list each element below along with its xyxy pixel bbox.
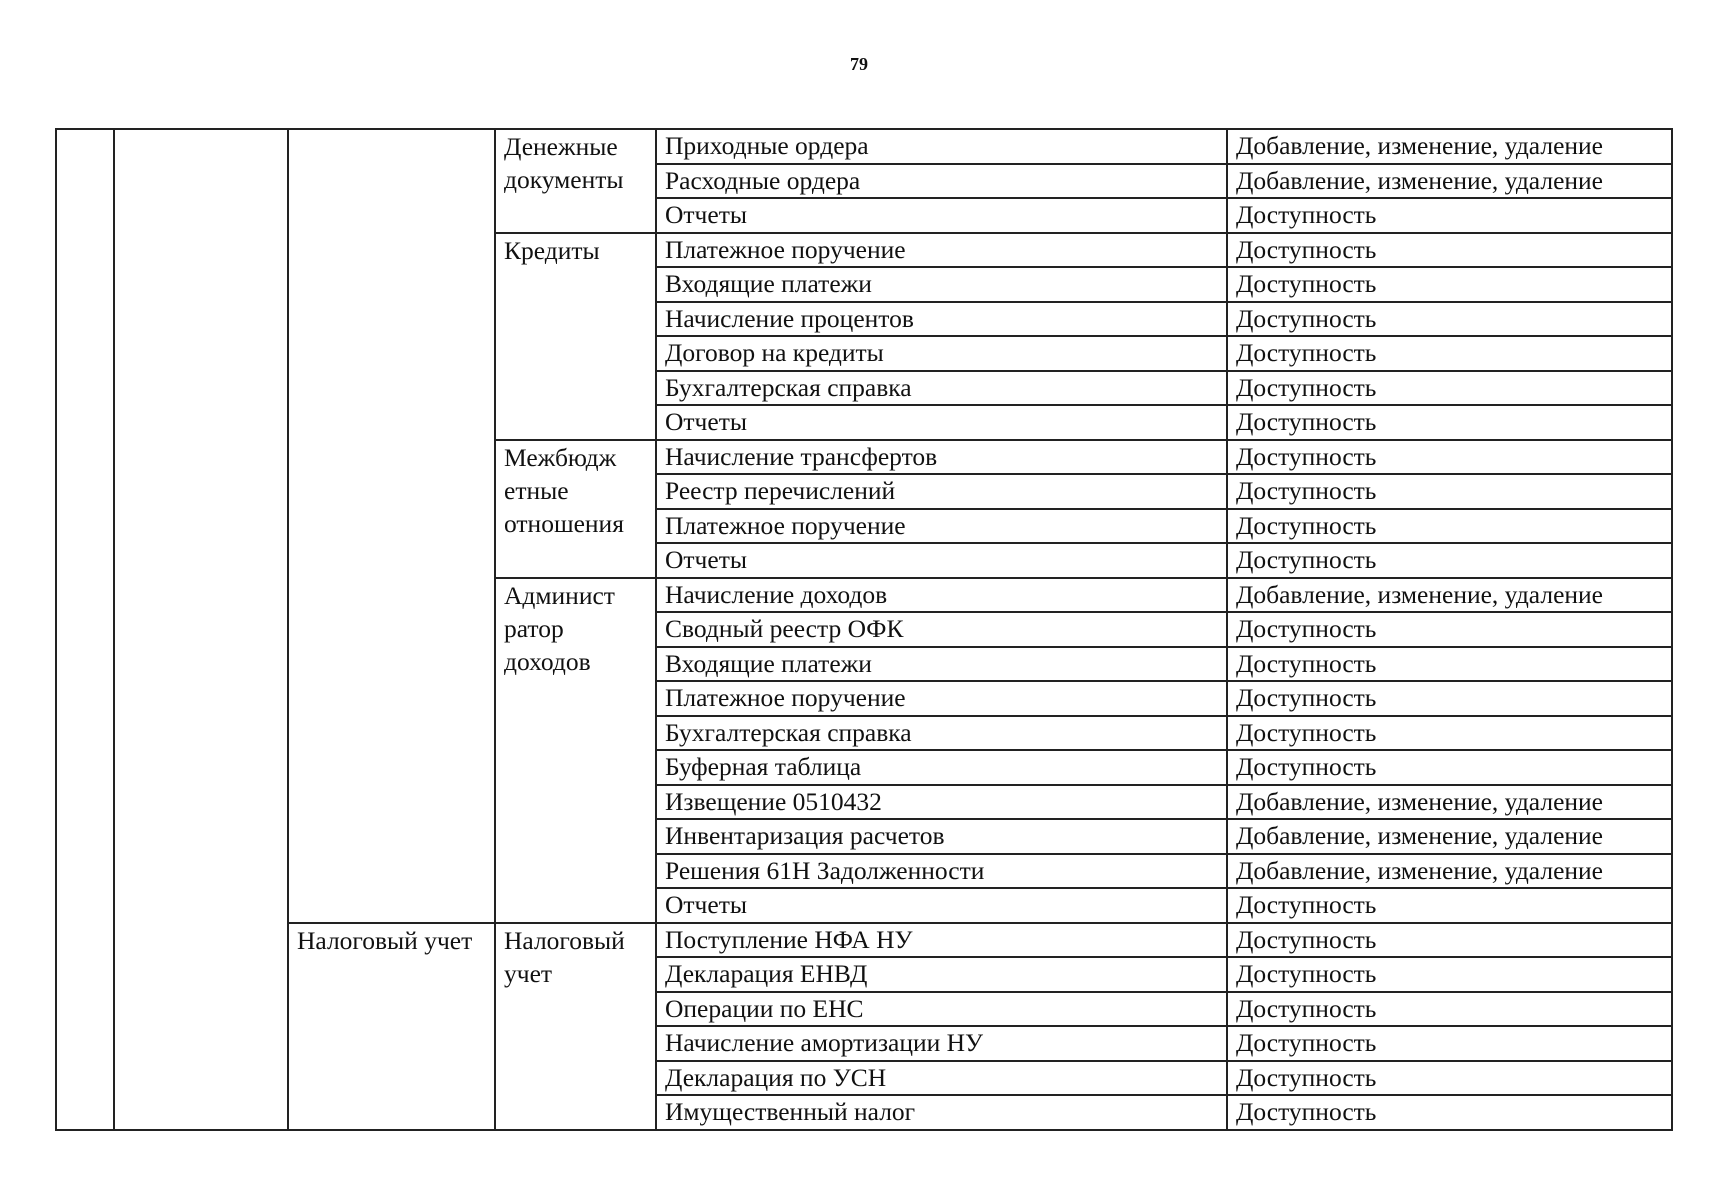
access-level-cell: Добавление, изменение, удаление <box>1227 164 1672 199</box>
group-cell: Денежные документы <box>495 129 656 233</box>
access-level-cell: Доступность <box>1227 543 1672 578</box>
blank-cell-number <box>56 129 114 1130</box>
access-level-cell: Доступность <box>1227 750 1672 785</box>
access-level-cell: Добавление, изменение, удаление <box>1227 854 1672 889</box>
document-item-cell: Отчеты <box>656 888 1227 923</box>
access-level-cell: Доступность <box>1227 1061 1672 1096</box>
document-item-cell: Входящие платежи <box>656 267 1227 302</box>
access-level-cell: Доступность <box>1227 233 1672 268</box>
document-item-cell: Договор на кредиты <box>656 336 1227 371</box>
access-level-cell: Доступность <box>1227 888 1672 923</box>
document-item-cell: Платежное поручение <box>656 681 1227 716</box>
access-level-cell: Доступность <box>1227 267 1672 302</box>
document-item-cell: Начисление трансфертов <box>656 440 1227 475</box>
document-item-cell: Поступление НФА НУ <box>656 923 1227 958</box>
access-level-cell: Доступность <box>1227 612 1672 647</box>
access-level-cell: Добавление, изменение, удаление <box>1227 129 1672 164</box>
table-row <box>56 923 1672 958</box>
access-level-cell: Доступность <box>1227 474 1672 509</box>
blank-cell-subsystem <box>114 129 288 1130</box>
access-level-cell: Доступность <box>1227 647 1672 682</box>
access-level-cell: Добавление, изменение, удаление <box>1227 819 1672 854</box>
document-item-cell: Начисление доходов <box>656 578 1227 613</box>
document-item-cell: Операции по ЕНС <box>656 992 1227 1027</box>
access-level-cell: Доступность <box>1227 992 1672 1027</box>
access-level-cell: Доступность <box>1227 1095 1672 1130</box>
document-item-cell: Начисление амортизации НУ <box>656 1026 1227 1061</box>
access-level-cell: Доступность <box>1227 957 1672 992</box>
access-level-cell: Доступность <box>1227 336 1672 371</box>
document-item-cell: Декларация по УСН <box>656 1061 1227 1096</box>
table-body <box>56 129 1672 1130</box>
document-item-cell: Декларация ЕНВД <box>656 957 1227 992</box>
document-item-cell: Сводный реестр ОФК <box>656 612 1227 647</box>
document-item-cell: Бухгалтерская справка <box>656 716 1227 751</box>
document-item-cell: Отчеты <box>656 405 1227 440</box>
document-item-cell: Решения 61Н Задолженности <box>656 854 1227 889</box>
access-level-cell: Доступность <box>1227 198 1672 233</box>
section-cell: Налоговый учет <box>288 923 495 1130</box>
document-item-cell: Имущественный налог <box>656 1095 1227 1130</box>
access-level-cell: Доступность <box>1227 1026 1672 1061</box>
page-number: 79 <box>850 54 868 74</box>
document-item-cell: Буферная таблица <box>656 750 1227 785</box>
access-level-cell: Добавление, изменение, удаление <box>1227 785 1672 820</box>
access-level-cell: Доступность <box>1227 371 1672 406</box>
document-item-cell: Инвентаризация расчетов <box>656 819 1227 854</box>
group-cell: Межбюдж етные отношения <box>495 440 656 578</box>
access-level-cell: Доступность <box>1227 681 1672 716</box>
group-cell: Кредиты <box>495 233 656 440</box>
group-cell: Налоговый учет <box>495 923 656 1130</box>
document-item-cell: Бухгалтерская справка <box>656 371 1227 406</box>
document-item-cell: Входящие платежи <box>656 647 1227 682</box>
group-cell: Админист ратор доходов <box>495 578 656 923</box>
table-row <box>56 129 1672 164</box>
access-level-cell: Добавление, изменение, удаление <box>1227 578 1672 613</box>
access-level-cell: Доступность <box>1227 716 1672 751</box>
document-item-cell: Приходные ордера <box>656 129 1227 164</box>
document-item-cell: Извещение 0510432 <box>656 785 1227 820</box>
document-item-cell: Платежное поручение <box>656 509 1227 544</box>
access-level-cell: Доступность <box>1227 405 1672 440</box>
access-level-cell: Доступность <box>1227 923 1672 958</box>
document-item-cell: Отчеты <box>656 198 1227 233</box>
document-item-cell: Начисление процентов <box>656 302 1227 337</box>
access-level-cell: Доступность <box>1227 509 1672 544</box>
section-cell <box>288 129 495 923</box>
document-item-cell: Отчеты <box>656 543 1227 578</box>
access-level-cell: Доступность <box>1227 440 1672 475</box>
access-level-cell: Доступность <box>1227 302 1672 337</box>
access-rights-table <box>55 128 1673 1131</box>
document-item-cell: Платежное поручение <box>656 233 1227 268</box>
document-item-cell: Реестр перечислений <box>656 474 1227 509</box>
document-item-cell: Расходные ордера <box>656 164 1227 199</box>
